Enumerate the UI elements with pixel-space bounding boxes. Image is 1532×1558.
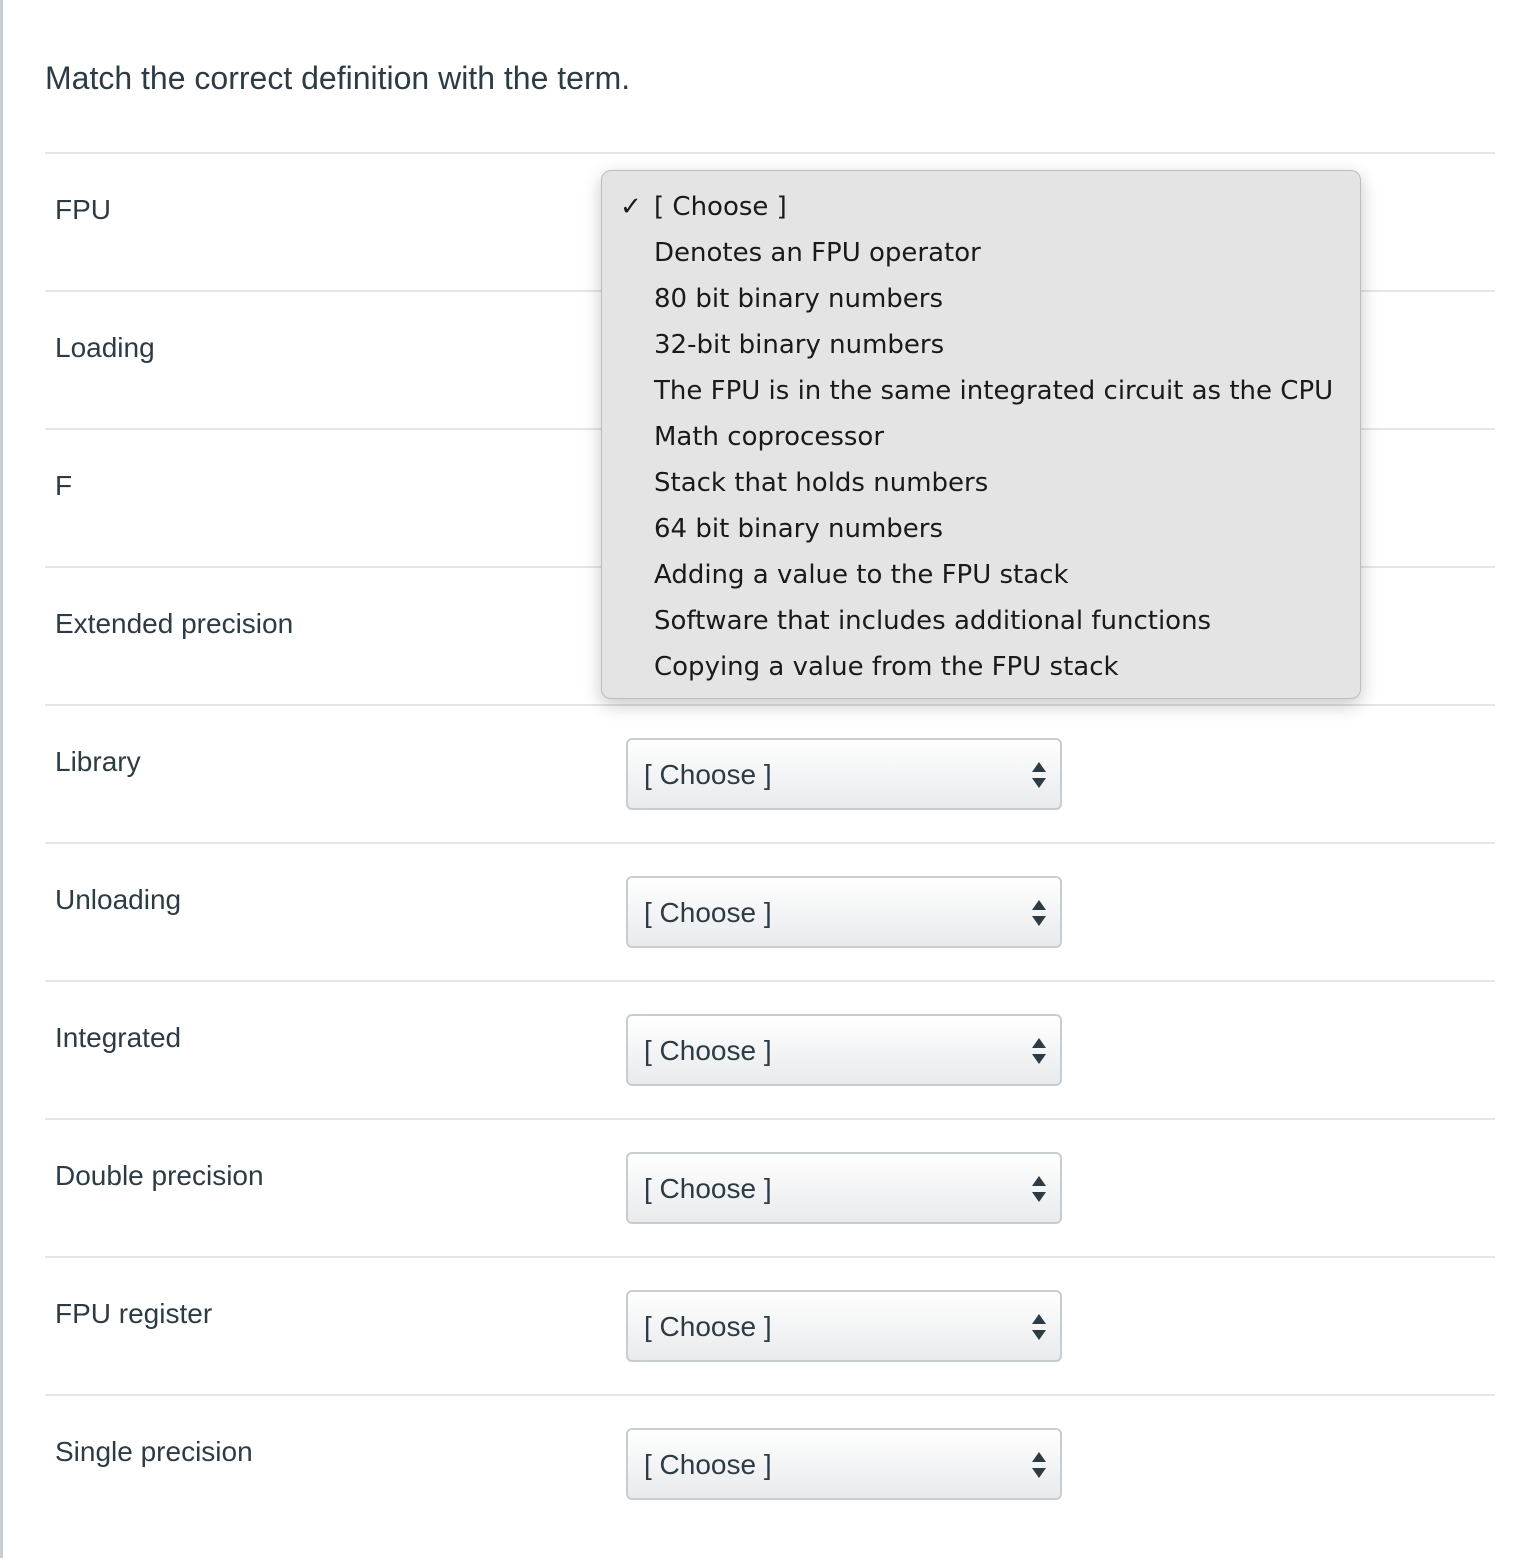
match-row-single-precision	[45, 1394, 1495, 1532]
option-label: 32-bit binary numbers	[654, 330, 945, 360]
select-value: [ Choose ]	[644, 1311, 772, 1342]
term-label: Loading	[55, 332, 155, 363]
term-label: F	[55, 470, 73, 501]
definition-select[interactable]	[626, 1290, 1062, 1362]
dropdown-option[interactable]	[602, 277, 1360, 323]
term-label: Library	[55, 746, 141, 777]
dropdown-option[interactable]	[602, 415, 1360, 461]
definition-select[interactable]	[626, 1014, 1062, 1086]
option-label: Software that includes additional functions	[654, 606, 1212, 636]
term-label: FPU	[55, 194, 111, 225]
term-label: FPU register	[55, 1298, 213, 1329]
definition-select[interactable]	[626, 876, 1062, 948]
select-value: [ Choose ]	[644, 897, 772, 928]
match-row-double-precision	[45, 1118, 1495, 1256]
option-label: Adding a value to the FPU stack	[654, 560, 1069, 590]
select-arrows-icon	[1032, 1314, 1046, 1340]
option-label: The FPU is in the same integrated circuit as the CPU	[654, 376, 1334, 406]
select-arrows-icon	[1032, 900, 1046, 926]
dropdown-option[interactable]	[602, 599, 1360, 645]
select-arrows-icon	[1032, 1038, 1046, 1064]
dropdown-option[interactable]	[602, 553, 1360, 599]
dropdown-option[interactable]	[602, 323, 1360, 369]
term-label: Single precision	[55, 1436, 253, 1467]
dropdown-option-choose[interactable]	[602, 185, 1360, 231]
select-value: [ Choose ]	[644, 1173, 772, 1204]
match-row-library	[45, 704, 1495, 842]
select-value: [ Choose ]	[644, 1449, 772, 1480]
option-label: 64 bit binary numbers	[654, 514, 944, 544]
option-label: Stack that holds numbers	[654, 468, 989, 498]
option-label: Math coprocessor	[654, 422, 885, 452]
term-label: Extended precision	[55, 608, 294, 639]
definition-select[interactable]	[626, 1152, 1062, 1224]
question-text: Match the correct definition with the term.	[45, 60, 631, 96]
select-arrows-icon	[1032, 1452, 1046, 1478]
select-arrows-icon	[1032, 762, 1046, 788]
option-label: [ Choose ]	[654, 192, 787, 222]
match-row-fpu-register	[45, 1256, 1495, 1394]
dropdown-option[interactable]	[602, 369, 1360, 415]
dropdown-option[interactable]	[602, 231, 1360, 277]
definition-select[interactable]	[626, 738, 1062, 810]
term-label: Double precision	[55, 1160, 264, 1191]
option-label: Copying a value from the FPU stack	[654, 652, 1119, 682]
term-label: Unloading	[55, 884, 182, 915]
select-value: [ Choose ]	[644, 759, 772, 790]
match-row-unloading	[45, 842, 1495, 980]
dropdown-option[interactable]	[602, 507, 1360, 553]
select-arrows-icon	[1032, 1176, 1046, 1202]
dropdown-option[interactable]	[602, 461, 1360, 507]
definition-dropdown-menu	[601, 170, 1361, 699]
checkmark-icon: ✓	[620, 192, 642, 222]
option-label: Denotes an FPU operator	[654, 238, 981, 268]
term-label: Integrated	[55, 1022, 182, 1053]
option-label: 80 bit binary numbers	[654, 284, 944, 314]
definition-select[interactable]	[626, 1428, 1062, 1500]
dropdown-option[interactable]	[602, 645, 1360, 691]
match-row-integrated	[45, 980, 1495, 1118]
select-value: [ Choose ]	[644, 1035, 772, 1066]
